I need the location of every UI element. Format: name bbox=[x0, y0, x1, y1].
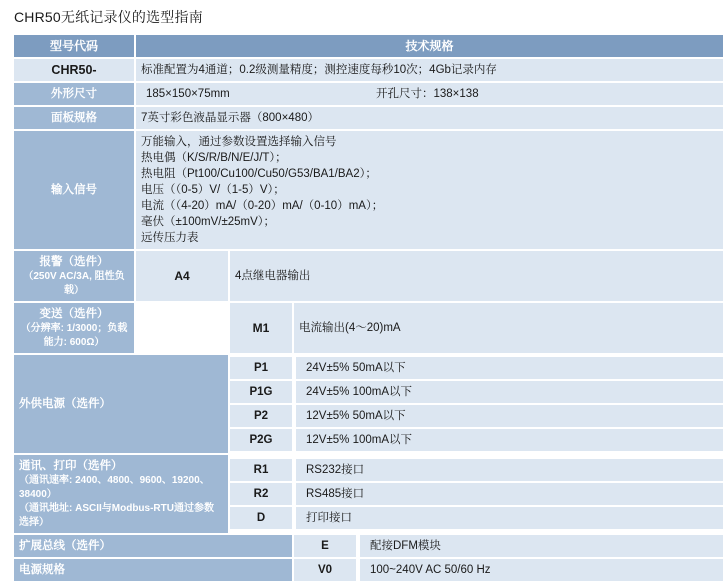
table-header-row bbox=[14, 35, 723, 57]
model-desc: 标准配置为4通道；0.2级测量精度；测控速度每秒10次；4Gb记录内存 bbox=[136, 59, 723, 81]
option-row bbox=[230, 357, 723, 379]
power-cell bbox=[294, 559, 723, 581]
transmit-spacer bbox=[136, 303, 228, 353]
model-code-value: CHR50- bbox=[14, 59, 134, 81]
comm-label-sub1: （通讯速率: 2400、4800、9600、19200、38400） bbox=[19, 475, 210, 500]
power-supply-desc: 24V±5% 100mA以下 bbox=[296, 381, 723, 403]
table-row bbox=[14, 455, 723, 533]
panel-value: 7英寸彩色液晶显示器（800×480） bbox=[136, 107, 723, 129]
comm-desc: RS485接口 bbox=[296, 483, 723, 505]
comm-options bbox=[230, 455, 723, 533]
input-signal-value bbox=[136, 131, 723, 249]
transmit-label-main: 变送（选件） bbox=[39, 308, 109, 320]
input-line: 电流（（4-20）mA/（0-20）mA/（0-10）mA）； bbox=[141, 200, 384, 212]
comm-desc: RS232接口 bbox=[296, 459, 723, 481]
option-row bbox=[230, 507, 723, 529]
transmit-desc: 电流输出(4～20)mA bbox=[294, 303, 723, 353]
table-row bbox=[14, 355, 723, 453]
option-row bbox=[230, 381, 723, 403]
power-supply-code: P1G bbox=[230, 381, 292, 403]
input-signal-label: 输入信号 bbox=[14, 131, 134, 249]
table-row bbox=[14, 535, 723, 557]
specification-table bbox=[12, 33, 725, 583]
power-supply-label: 外供电源（选件） bbox=[14, 355, 228, 453]
dimensions-value-1: 185×150×75mm bbox=[136, 83, 316, 105]
bus-label: 扩展总线（选件） bbox=[14, 535, 292, 557]
power-supply-code: P2 bbox=[230, 405, 292, 427]
transmit-label bbox=[14, 303, 134, 353]
panel-label: 面板规格 bbox=[14, 107, 134, 129]
option-row bbox=[230, 483, 723, 505]
table-row bbox=[14, 131, 723, 249]
page-title: CHR50无纸记录仪的选型指南 bbox=[14, 9, 203, 25]
dimensions-value-2: 开孔尺寸：138×138 bbox=[316, 83, 723, 105]
input-line: 毫伏（±100mV/±25mV）； bbox=[141, 216, 276, 228]
table-row bbox=[14, 107, 723, 129]
transmit-code: M1 bbox=[230, 303, 292, 353]
input-line: 万能输入，通过参数设置选择输入信号 bbox=[141, 136, 337, 148]
power-supply-desc: 12V±5% 100mA以下 bbox=[296, 429, 723, 451]
power-supply-desc: 12V±5% 50mA以下 bbox=[296, 405, 723, 427]
header-model-code: 型号代码 bbox=[14, 35, 134, 57]
power-label: 电源规格 bbox=[14, 559, 292, 581]
table-row bbox=[14, 303, 723, 353]
power-supply-desc: 24V±5% 50mA以下 bbox=[296, 357, 723, 379]
input-line: 热电阻（Pt100/Cu100/Cu50/G53/BA1/BA2）； bbox=[141, 168, 377, 180]
power-supply-code: P1 bbox=[230, 357, 292, 379]
table-row bbox=[14, 83, 723, 105]
option-row bbox=[230, 429, 723, 451]
input-line: 热电偶（K/S/R/B/N/E/J/T）； bbox=[141, 152, 287, 164]
table-row bbox=[14, 59, 723, 81]
alarm-label bbox=[14, 251, 134, 301]
alarm-label-sub: （250V AC/3A, 阻性负载） bbox=[23, 271, 125, 296]
header-spec: 技术规格 bbox=[136, 35, 723, 57]
bus-cell bbox=[294, 535, 723, 557]
input-line: 远传压力表 bbox=[141, 232, 199, 244]
dimensions-cell bbox=[136, 83, 723, 105]
option-row bbox=[230, 459, 723, 481]
dimensions-label: 外形尺寸 bbox=[14, 83, 134, 105]
power-code: V0 bbox=[294, 559, 356, 581]
comm-code: R2 bbox=[230, 483, 292, 505]
comm-code: D bbox=[230, 507, 292, 529]
alarm-code: A4 bbox=[136, 251, 228, 301]
comm-label-sub2: （通讯地址: ASCII与Modbus-RTU通过参数选择） bbox=[19, 503, 214, 528]
alarm-label-main: 报警（选件） bbox=[39, 256, 109, 268]
alarm-desc: 4点继电器输出 bbox=[230, 251, 723, 301]
power-desc: 100~240V AC 50/60 Hz bbox=[360, 559, 723, 581]
transmit-label-sub: （分辨率: 1/3000；负载能力: 600Ω） bbox=[20, 323, 128, 348]
input-line: 电压（（0-5）V/（1-5）V）； bbox=[141, 184, 285, 196]
power-supply-options bbox=[230, 355, 723, 453]
comm-label bbox=[14, 455, 228, 533]
bus-code: E bbox=[294, 535, 356, 557]
bus-desc: 配接DFM模块 bbox=[360, 535, 723, 557]
comm-desc: 打印接口 bbox=[296, 507, 723, 529]
power-supply-code: P2G bbox=[230, 429, 292, 451]
table-row bbox=[14, 559, 723, 581]
table-row bbox=[14, 251, 723, 301]
comm-label-main: 通讯、打印（选件） bbox=[19, 460, 123, 472]
comm-code: R1 bbox=[230, 459, 292, 481]
option-row bbox=[230, 405, 723, 427]
